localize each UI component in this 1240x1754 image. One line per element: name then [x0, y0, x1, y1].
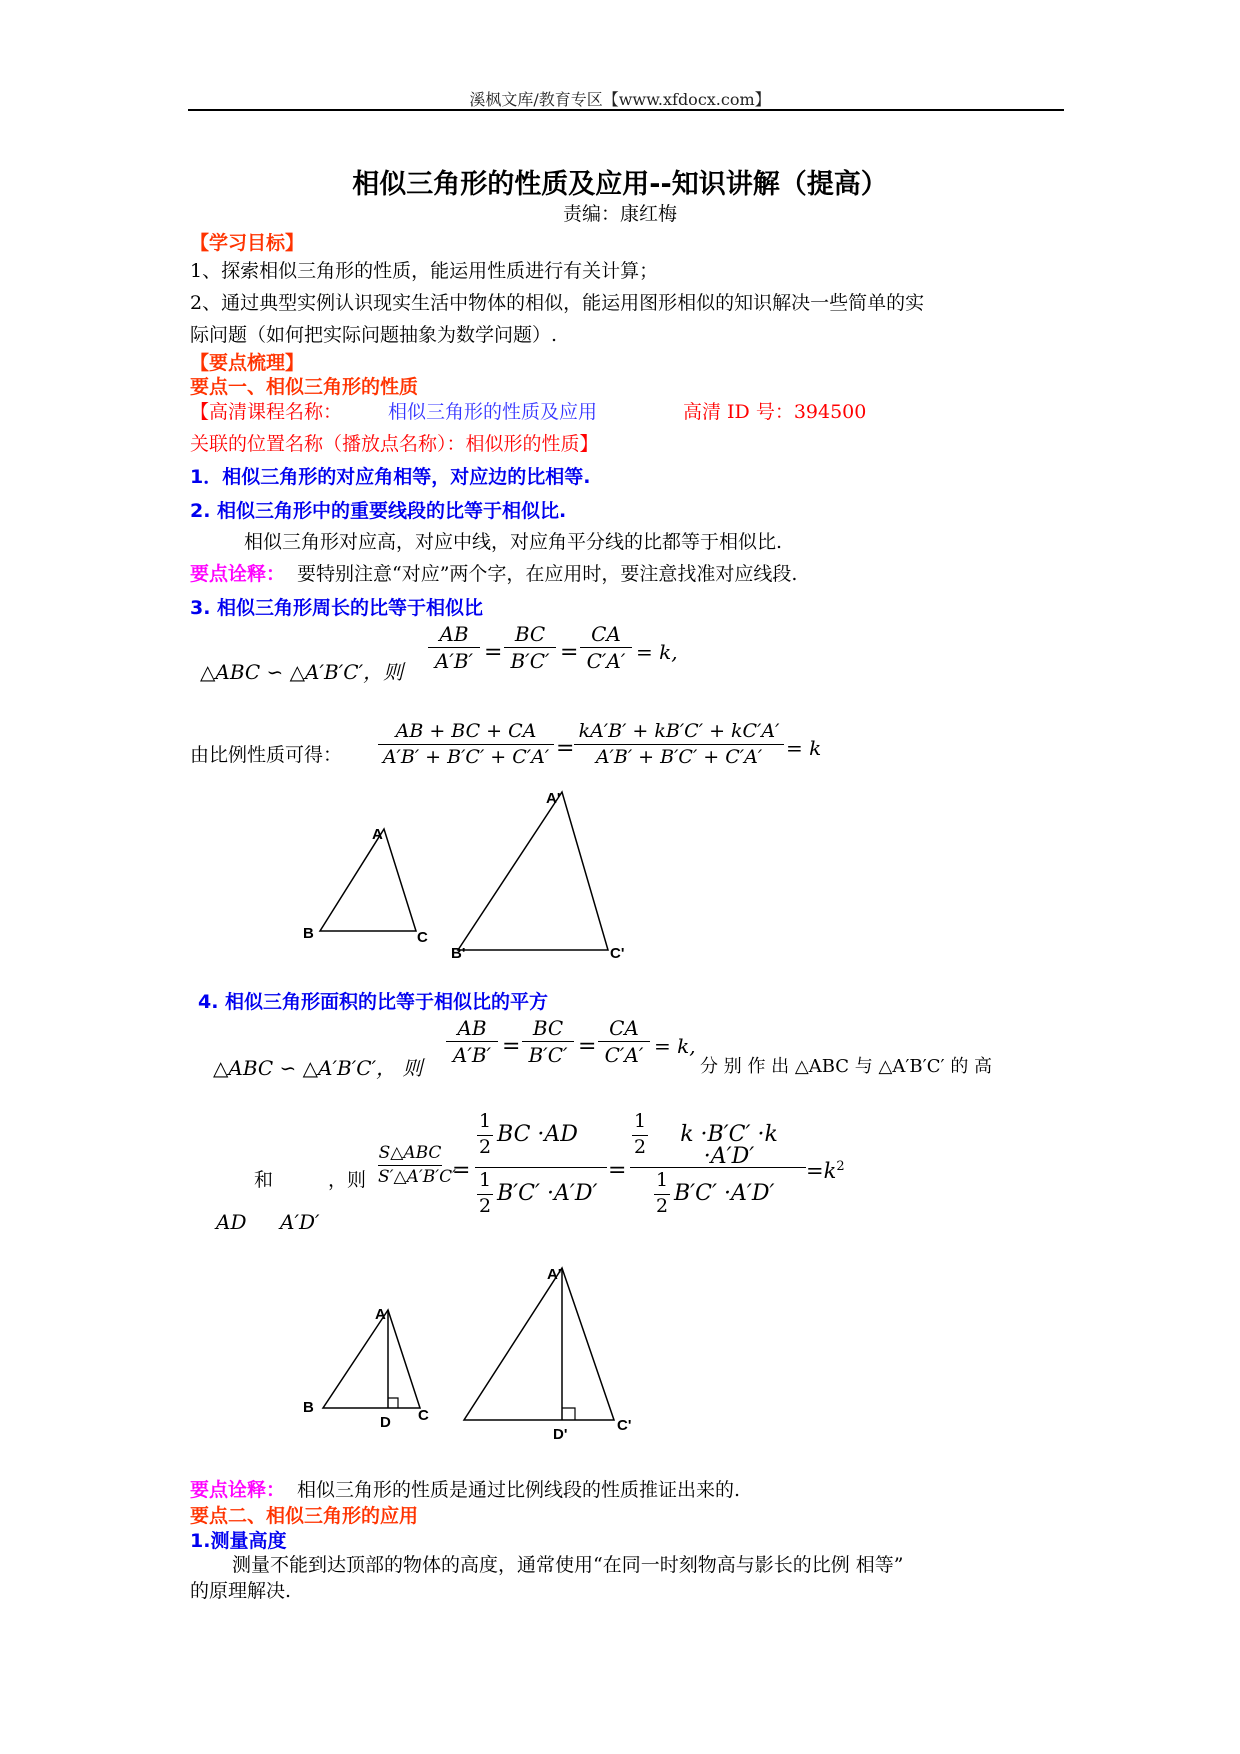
- label-c-prime: C': [617, 1417, 632, 1434]
- f2-frac2: kA′B′ + kB′C′ + kC′A′ A′B′ + B′C′ + C′A′: [574, 722, 784, 767]
- f1-eq2: =: [560, 640, 579, 665]
- f4-ze: ，则: [328, 1169, 367, 1191]
- f4-frac2: 1 2 k ·B′C′ ·k ·A′D′ 1 2 B′C′ ·A′D′: [630, 1112, 806, 1223]
- goal-item-2b: 际问题（如何把实际问题抽象为数学问题）.: [190, 324, 558, 346]
- triangle-a2b2c2: [464, 1268, 614, 1420]
- editor-line: 责编：康红梅: [562, 203, 677, 225]
- page-header: 溪枫文库/教育专区【www.xfdocx.com】: [469, 90, 771, 109]
- f3-eq2: =: [578, 1034, 597, 1059]
- f4-frac1: 1 2 BC ·AD 1 2 B′C′ ·A′D′: [475, 1112, 607, 1223]
- property-3: 3. 相似三角形周长的比等于相似比: [190, 597, 484, 619]
- note2-text: 相似三角形的性质是通过比例线段的性质推证出来的.: [297, 1479, 741, 1501]
- goal-item-2a: 2、通过典型实例认识现实生活中物体的相似，能运用图形相似的知识解决一些简单的实: [190, 292, 925, 314]
- f1-frac3: CA C′A′: [580, 624, 632, 671]
- label-d-prime: D': [553, 1426, 568, 1443]
- label-b: B: [303, 925, 314, 942]
- triangle-abc: [320, 829, 416, 931]
- property-2-text: 相似三角形对应高，对应中线，对应角平分线的比都等于相似比.: [244, 531, 783, 553]
- f2-eq1: =: [556, 736, 575, 761]
- f1-lead: △ABC ∽ △A′B′C′，则: [200, 660, 404, 684]
- f3-after: 分 别 作 出 △ABC 与 △A′B′C′ 的 高: [700, 1056, 993, 1077]
- f4-ad: AD: [216, 1210, 247, 1234]
- f2-tail: = k: [786, 736, 822, 760]
- label-a: A: [375, 1306, 386, 1323]
- property-4: 4. 相似三角形面积的比等于相似比的平方: [198, 991, 549, 1013]
- point2-heading: 要点二、相似三角形的应用: [190, 1505, 419, 1527]
- f4-tail: $=k^2$: [806, 1159, 845, 1183]
- label-c: C: [418, 1407, 429, 1424]
- f4-he: 和: [254, 1169, 274, 1191]
- property-1: 1．相似三角形的对应角相等，对应边的比相等.: [190, 466, 591, 488]
- f4-eq1: =: [452, 1158, 471, 1183]
- label-b: B: [303, 1399, 314, 1416]
- triangles-with-altitudes-figure: [296, 1248, 646, 1448]
- course-id: 高清 ID 号：394500: [683, 401, 867, 423]
- label-b-prime: B': [451, 945, 466, 960]
- link-line[interactable]: 关联的位置名称（播放点名称）：相似形的性质】: [190, 433, 599, 455]
- label-a-prime: A': [546, 790, 561, 807]
- label-c: C: [417, 929, 428, 946]
- point2-text1: 测量不能到达顶部的物体的高度，通常使用“在同一时刻物高与影长的比例 相等”: [232, 1554, 904, 1576]
- property-2: 2. 相似三角形中的重要线段的比等于相似比.: [190, 500, 567, 522]
- header-rule: [188, 109, 1064, 111]
- point2-text2: 的原理解决.: [190, 1580, 292, 1602]
- note1-text: 要特别注意“对应”两个字，在应用时，要注意找准对应线段.: [297, 563, 798, 585]
- f3-frac2: BC B′C′: [522, 1018, 574, 1065]
- label-d: D: [380, 1414, 391, 1431]
- f2-frac1: AB + BC + CA A′B′ + B′C′ + C′A′: [378, 722, 554, 767]
- course-name[interactable]: 相似三角形的性质及应用: [388, 401, 598, 423]
- f1-frac1: AB A′B′: [428, 624, 480, 671]
- right-angle-d: [388, 1398, 398, 1408]
- f4-eq2: =: [608, 1158, 627, 1183]
- goals-heading: 【学习目标】: [190, 232, 305, 254]
- f1-frac2: BC B′C′: [504, 624, 556, 671]
- f4-apdp: A′D′: [280, 1210, 320, 1234]
- label-c-prime: C': [610, 945, 625, 960]
- note2-label: 要点诠释：: [190, 1479, 286, 1501]
- similar-triangles-figure: [290, 780, 670, 960]
- note1-label: 要点诠释：: [190, 563, 286, 585]
- triangle-abc: [323, 1310, 420, 1408]
- point2-sub1: 1.测量高度: [190, 1530, 287, 1552]
- goal-item-1: 1、探索相似三角形的性质，能运用性质进行有关计算；: [190, 260, 659, 282]
- page-title: 相似三角形的性质及应用--知识讲解（提高）: [352, 169, 888, 200]
- label-a: A: [372, 826, 383, 843]
- f3-frac3: CA C′A′: [598, 1018, 650, 1065]
- f3-frac1: AB A′B′: [446, 1018, 498, 1065]
- f2-lead: 由比例性质可得：: [190, 744, 343, 766]
- label-a-prime: A': [547, 1266, 562, 1283]
- right-angle-d2: [562, 1408, 575, 1420]
- f3-lead: △ABC ∽ △A′B′C′， 则: [213, 1056, 423, 1080]
- f1-eq1: =: [484, 640, 503, 665]
- outline-heading: 【要点梳理】: [190, 352, 305, 374]
- course-label: 【高清课程名称：: [190, 401, 343, 423]
- f1-tail: = k,: [636, 640, 678, 664]
- point1-heading: 要点一、相似三角形的性质: [190, 376, 419, 398]
- triangle-a2b2c2: [458, 792, 608, 950]
- f3-tail: = k,: [654, 1034, 696, 1058]
- f3-eq1: =: [502, 1034, 521, 1059]
- f4-area-ratio: S△ABC S′△A′B′C′: [378, 1143, 456, 1187]
